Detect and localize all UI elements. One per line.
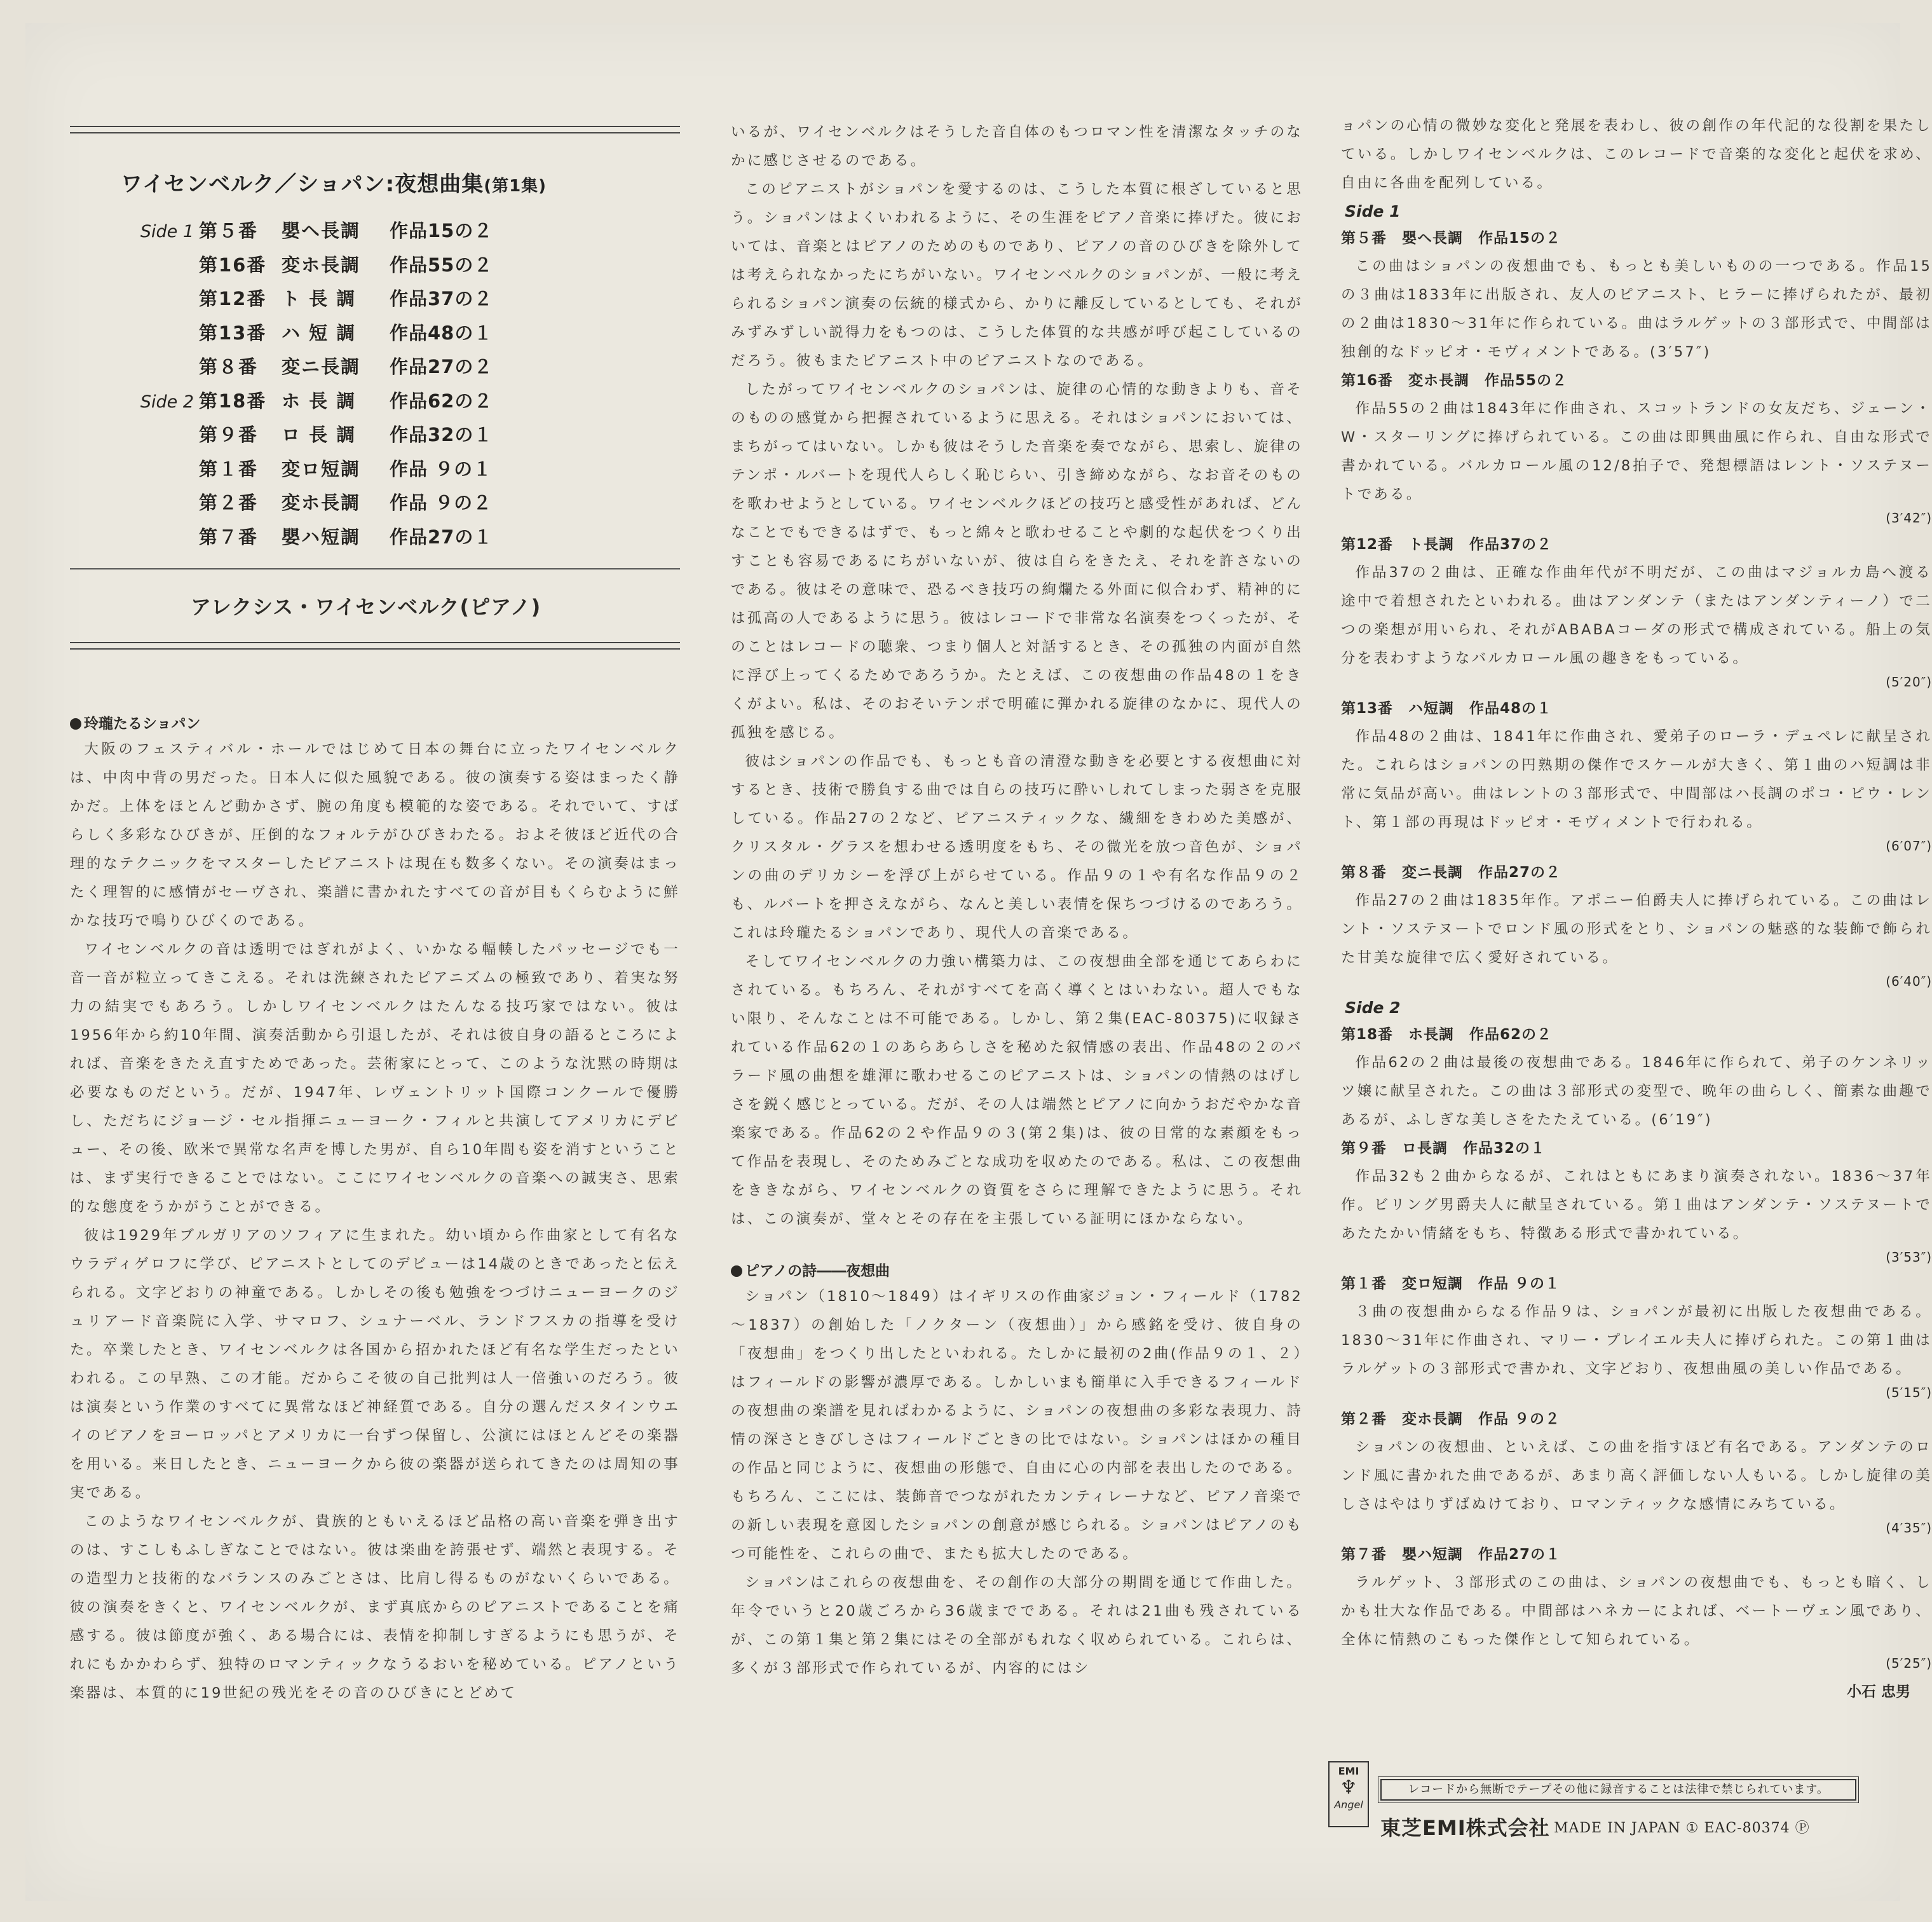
column-middle — [731, 23, 1303, 1683]
track-opus: 作品 ９の２ — [390, 492, 493, 514]
track-num: 第９番 — [199, 424, 259, 446]
track-num: 第７番 — [199, 526, 259, 548]
author-name: 小石 忠男 — [1846, 1684, 1910, 1700]
piece-opus: 作品 ９の２ — [1478, 1411, 1561, 1428]
piece-num: 第９番 — [1341, 1140, 1387, 1157]
essay2-body — [731, 1283, 1303, 1683]
track-row — [121, 285, 680, 319]
piece-key: 変ロ短調 — [1402, 1276, 1463, 1292]
piece-opus: 作品62の２ — [1469, 1026, 1553, 1043]
piece-num: 第13番 — [1341, 700, 1394, 717]
piece-opus: 作品55の２ — [1485, 372, 1568, 389]
track-key: ロ 長 調 — [282, 424, 357, 446]
essay1-title: 玲瓏たるショパン — [70, 712, 680, 733]
notes-side1 — [1341, 224, 1932, 994]
piece-duration: (5′15″) — [1886, 1385, 1932, 1400]
piece-opus: 作品27の２ — [1478, 864, 1561, 881]
track-key: 変ホ長調 — [282, 254, 361, 276]
piece-num: 第12番 — [1341, 536, 1394, 553]
track-row — [121, 489, 680, 523]
track-key: 嬰ハ短調 — [282, 526, 361, 548]
album-title-text: ワイセンベルク／ショパン:夜想曲集 — [121, 172, 484, 197]
track-num: 第８番 — [199, 356, 259, 378]
paragraph: このピアニストがショパンを愛するのは、こうした本質に根ざしていると思う。ショパンはよくいわれるように、その生涯をピアノ音楽に捧げた。彼においては、音楽とはピアノのためのものであり、ピアノの音のひびきを除外しては考えられなかったにちがいない。ワイセンベルクのショパンが、一般に考えられるショパン演奏の伝統的様式から、かりに離反しているとしても、それがみずみずしい説得力をもつのは、こうした体質的な共感が呼び起こしているのだろう。彼もまたピアニスト中のピアニストなのである。 — [731, 181, 1303, 369]
track-side: Side 1 — [140, 222, 194, 242]
track-num: 第１番 — [199, 458, 259, 480]
piece-heading — [1341, 695, 1932, 723]
piece-key: 嬰ハ短調 — [1402, 1546, 1463, 1563]
piece-key: ハ短調 — [1408, 700, 1455, 717]
track-row — [121, 523, 680, 557]
piece-heading — [1341, 224, 1932, 252]
angel-icon: ♆ — [1340, 1776, 1357, 1799]
paragraph: したがってワイセンベルクのショパンは、旋律の心情的な動きよりも、音そのものの感覚から把握されているように思える。それはショパンにおいては、まちがってはいない。しかも彼はそうした音楽を奏でながら、思索し、旋律のテンポ・ルバートを現代人らしく恥じらい、引き締めながら、なお音そのものを歌わせようとしている。ワイセンベルクほどの技巧と感受性があれば、どんなことでもできるはずで、もっと綿々と歌わせることや劇的な起伏をつくり出すことも容易であるにちがいないが、彼は自らをきたえ、それを許さないのである。彼はその意味で、恐るべき技巧の絢爛たる外面に似合わず、精神的には孤高の人であるように思う。彼はレコードで非常な名演奏をつくったが、そのことはレコードの聴衆、つまり個人と対話するとき、その孤独の内面が自然に浮び上ってくるためであろうか。たとえば、この夜想曲の作品48の１をきくがよい。私は、そのおそいテンポで明確に弾かれる旋律のなかに、現代人の孤独を感じる。 — [731, 381, 1303, 741]
paragraph: ワイセンベルクの音は透明ではぎれがよく、いかなる輻輳したパッセージでも一音一音が粒立ってきこえる。それは洗練されたピアニズムの極致であり、着実な努力の結実でもあろう。しかしワイセンベルクはたんなる技巧家ではない。彼は1956年から約10年間、演奏活動から引退したが、それは彼自身の語るところによれば、音楽をきたえ直すためであった。芸術家にとって、このような沈黙の時期は必要なものだという。だが、1947年、レヴェントリット国際コンクールで優勝し、ただちにジョージ・セル指揮ニューヨーク・フィルと共演してアメリカにデビュー、その後、欧米で異常な名声を博した男が、自ら10年間も姿を消すということは、まず実行できることではない。ここにワイセンベルクの音楽への誠実さ、思索的な態度をうかがうことができる。 — [70, 941, 680, 1215]
piece-description: 作品48の２曲は、1841年に作曲され、愛弟子のローラ・デュペレに献呈された。これらはショパンの円熟期の傑作でスケールが大きく、第１曲のハ短調は非常に気品が高い。曲はレントの３部形式で、中間部はハ長調のポコ・ピウ・レント、第１部の再現はドッピオ・モヴィメントで行われる。 — [1341, 728, 1932, 831]
bullet-icon — [70, 718, 81, 730]
piece-duration: (3′42″) — [1886, 510, 1932, 526]
copyright-notice: レコードから無断でテープその他に録音することは法律で禁じられています。 — [1380, 1779, 1856, 1801]
piece-duration: (3′53″) — [1886, 1250, 1932, 1265]
piece-key: 嬰ヘ長調 — [1402, 230, 1463, 247]
track-opus: 作品15の２ — [390, 220, 493, 242]
piece-num: 第８番 — [1341, 864, 1387, 881]
track-opus: 作品 ９の１ — [390, 458, 493, 480]
track-opus: 作品32の１ — [390, 424, 493, 446]
catalog-number: MADE IN JAPAN ① EAC-80374 Ⓟ — [1554, 1820, 1810, 1836]
essay2-title: ピアノの詩――夜想曲 — [731, 1259, 1303, 1280]
piece-duration: (5′25″) — [1886, 1656, 1932, 1671]
piece-heading — [1341, 1270, 1932, 1298]
piece-key: 変ニ長調 — [1402, 864, 1463, 881]
piece-heading — [1341, 1405, 1932, 1433]
piece-opus: 作品27の１ — [1478, 1546, 1561, 1563]
paragraph: そしてワイセンベルクの力強い構築力は、この夜想曲全部を通じてあらわにされている。もちろん、それがすべてを高く導くとはいわない。超人でもない限り、そんなことは不可能である。しかし、第２集(EAC-80375)に収録されている作品62の１のあらあらしさを秘めた叙情感の表出、作品48の２のバラード風の曲想を雄渾に歌わせるこのピアニストは、ショパンの情熱のはげしさを鋭く感じとっている。だが、その人は端然とピアノに向かうおだやかな音楽家である。作品62の２や作品９の３(第２集)は、彼の日常的な素顔をもって作品を表現し、そのためみごとな成功を収めたのである。私は、この夜想曲をききながら、ワイセンベルクの資質をさらに理解できたように思う。それは、この演奏が、堂々とその存在を主張している証明にほかならない。 — [731, 953, 1303, 1227]
piece-opus: 作品15の２ — [1478, 230, 1561, 247]
track-row — [121, 353, 680, 387]
track-row — [121, 455, 680, 489]
label-footer — [1328, 1761, 1900, 1844]
piece-description: ３曲の夜想曲からなる作品９は、ショパンが最初に出版した夜想曲である。1830～31年に作曲され、マリー・プレイエル夫人に捧げられた。この第１曲はラルゲットの３部形式で書かれ、文字どおり、夜想曲風の美しい作品である。 — [1341, 1304, 1932, 1377]
company-name: 東芝EMI株式会社 — [1380, 1816, 1550, 1840]
piece-description: ショパンの夜想曲、といえば、この曲を指すほど有名である。アンダンテのロンド風に書かれた曲であるが、あまり高く評価しない人もいる。しかし旋律の美しさはやはりずばぬけており、ロマンティックな感情にみちている。 — [1341, 1439, 1932, 1513]
track-num: 第12番 — [199, 288, 267, 310]
track-num: 第16番 — [199, 254, 267, 276]
paragraph: 彼は1929年ブルガリアのソフィアに生まれた。幼い頃から作曲家として有名なウラディゲロフに学び、ピアニストとしてのデビューは14歳のときであったと伝えられる。文字どおりの神童である。しかしその後も勉強をつづけニューヨークのジュリアード音楽院に入学、サマロフ、シュナーベル、ランドフスカの指導を受けた。卒業したとき、ワイセンベルクは各国から招かれたほど有名な学生だったといわれる。この早熟、この才能。だからこそ彼の自己批判は人一倍強いのだろう。彼は演奏という作業のすべてに異常なほど神経質である。自分の選んだスタインウエイのピアノをヨーロッパとアメリカに一台ずつ保留し、公演にはほとんどその楽器を用いる。来日したとき、ニューヨークから彼の楽器が送られてきたのは周知の事実である。 — [70, 1227, 680, 1501]
piece-description: 作品32も２曲からなるが、これはともにあまり演奏されない。1836～37年作。ビリング男爵夫人に献呈されている。第１曲はアンダンテ・ソステヌートであたたかい情緒をもち、特徴ある形式で書かれている。 — [1341, 1168, 1932, 1242]
piece-description: 作品27の２曲は1835年作。アポニー伯爵夫人に捧げられている。この曲はレント・ソステヌートでロンド風の形式をとり、ショパンの魅惑的な装飾で飾られた甘美な旋律で広く愛好されている。 — [1341, 892, 1932, 966]
track-key: 変ニ長調 — [282, 356, 361, 378]
piece-duration: (5′20″) — [1886, 674, 1932, 690]
track-opus: 作品62の２ — [390, 390, 493, 412]
liner-notes-sheet — [25, 23, 1932, 1901]
paragraph: いるが、ワイセンベルクはそうした音自体のもつロマン性を清潔なタッチのなかに感じさせるのである。 — [731, 124, 1303, 169]
track-key: 嬰ヘ長調 — [282, 220, 361, 242]
piece-key: 変ホ長調 — [1408, 372, 1470, 389]
notes-side2 — [1341, 1021, 1932, 1676]
track-key: 変ロ短調 — [282, 458, 361, 480]
piece-description: ラルゲット、３部形式のこの曲は、ショパンの夜想曲でも、もっとも暗く、しかも壮大な作品である。中間部はハネカーによれば、ベートーヴェン風であり、全体に情熱のこもった傑作として知られている。 — [1341, 1574, 1932, 1648]
track-side: Side 2 — [140, 392, 194, 412]
track-num: 第18番 — [199, 390, 267, 412]
paragraph: 彼はショパンの作品でも、もっとも音の清澄な動きを必要とする夜想曲に対するとき、技術で勝負する曲では自らの技巧に酔いしれてしまった弱さを克服している。作品27の２など、ピアニスティックな、繊細をきわめた美感が、クリスタル・グラスを想わせる透明度をもち、その微光を放つ音色が、ショパンの曲のデリカシーを浮び上がらせている。作品９の１や有名な作品９の２も、ルバートを押さえながら、なんと美しい表情を保ちつづけるのであろう。これは玲瓏たるショパンであり、現代人の音楽である。 — [731, 753, 1303, 941]
artist-double-rule — [70, 642, 680, 650]
piece-duration: (4′35″) — [1886, 1520, 1932, 1536]
bullet-icon — [731, 1265, 742, 1277]
piece-opus: 作品32の１ — [1463, 1140, 1546, 1157]
piece-key: ホ長調 — [1408, 1026, 1455, 1043]
track-opus: 作品27の２ — [390, 356, 493, 378]
album-title-sub: (第1集) — [484, 177, 547, 196]
side2-label: Side 2 — [1345, 998, 1401, 1017]
track-num: 第５番 — [199, 220, 259, 242]
piece-num: 第７番 — [1341, 1546, 1387, 1563]
column-left — [70, 23, 680, 1708]
piece-duration: (6′07″) — [1886, 838, 1932, 854]
artist-credit: アレクシス・ワイセンベルク(ピアノ) — [191, 595, 541, 619]
track-row — [121, 421, 680, 455]
track-num: 第13番 — [199, 322, 267, 344]
track-opus: 作品48の１ — [390, 322, 493, 344]
piece-heading — [1341, 367, 1932, 395]
track-key: ホ 長 調 — [282, 390, 357, 412]
side1-label: Side 1 — [1345, 202, 1401, 221]
track-row — [121, 319, 680, 353]
piece-description: 作品62の２曲は最後の夜想曲である。1846年に作られて、弟子のケンネリッツ嬢に献呈された。この曲は３部形式の変型で、晩年の曲らしく、簡素な曲趣であるが、ふしぎな美しさをたたえている。(6′19″) — [1341, 1054, 1932, 1128]
track-opus: 作品37の２ — [390, 288, 493, 310]
piece-key: ロ長調 — [1402, 1140, 1448, 1157]
piece-opus: 作品 ９の１ — [1478, 1276, 1561, 1292]
piece-description: 作品37の２曲は、正確な作曲年代が不明だが、この曲はマジョルカ島へ渡る途中で着想されたといわれる。曲はアンダンテ（またはアンダンティーノ）で二つの楽想が用いられ、それがABABAコーダの形式で構成されている。船上の気分を表わすようなバルカロール風の趣きをもっている。 — [1341, 564, 1932, 667]
track-row — [121, 217, 680, 251]
piece-heading — [1341, 531, 1932, 559]
album-title — [121, 167, 680, 198]
piece-duration: (6′40″) — [1886, 974, 1932, 989]
track-opus: 作品55の２ — [390, 254, 493, 276]
track-key: ハ 短 調 — [282, 322, 357, 344]
piece-heading — [1341, 859, 1932, 887]
track-key: ト 長 調 — [282, 288, 357, 310]
piece-description: 作品55の２曲は1843年に作曲され、スコットランドの女友だち、ジェーン・W・スターリングに捧げられている。この曲は即興曲風に作られ、自由な形式で書かれている。バルカロール風の12/8拍子で、発想標語はレント・ソステヌートである。 — [1341, 400, 1932, 503]
piece-key: ト長調 — [1408, 536, 1455, 553]
track-rule — [70, 568, 680, 569]
track-list — [121, 217, 680, 557]
track-key: 変ホ長調 — [282, 492, 361, 514]
piece-heading — [1341, 1021, 1932, 1049]
piece-heading — [1341, 1135, 1932, 1162]
piece-num: 第16番 — [1341, 372, 1394, 389]
track-row — [121, 251, 680, 285]
essay1-body — [70, 735, 680, 1708]
essay2-continued: ョパンの心情の微妙な変化と発展を表わし、彼の創作の年代記的な役割を果たしている。しかしワイセンベルクは、このレコードで音楽的な変化と起伏を求め、自由に各曲を配列している。 — [1341, 118, 1932, 191]
paragraph: このようなワイセンベルクが、貴族的ともいえるほど品格の高い音楽を弾き出すのは、すこしもふしぎなことではない。彼は楽曲を誇張せず、端然と表現する。その造型力と技術的なバランスのみごとさは、比肩し得るものがないくらいである。彼の演奏をきくと、ワイセンベルクが、まず真底からのピアニストであることを痛感する。彼は節度が強く、ある場合には、表情を抑制しすぎるようにも思うが、それにもかかわらず、独特のロマンティックなうるおいを秘めている。ピアノという楽器は、本質的に19世紀の残光をその音のひびきにとどめて — [70, 1513, 680, 1701]
emi-angel-logo: EMI ♆ Angel — [1328, 1761, 1369, 1827]
track-num: 第２番 — [199, 492, 259, 514]
column-right — [1341, 23, 1932, 1701]
paragraph: 大阪のフェスティバル・ホールではじめて日本の舞台に立ったワイセンベルクは、中肉中背の男だった。日本人に似た風貌である。彼の演奏する姿はまったく静かだ。上体をほとんど動かさず、腕の角度も模範的な姿である。それでいて、すばらしく多彩なひびきが、圧倒的なフォルテがひびきわたる。およそ彼ほど近代の合理的なテクニックをマスターしたピアニストは現在も数多くない。その演奏はまったく理智的に感情がセーヴされ、楽譜に書かれたすべての音が目もくらむように鮮かな技巧で鳴りひびくのである。 — [70, 741, 680, 929]
piece-num: 第18番 — [1341, 1026, 1394, 1043]
essay1-continued — [731, 118, 1303, 1234]
track-opus: 作品27の１ — [390, 526, 493, 548]
piece-heading — [1341, 1541, 1932, 1569]
top-double-rule — [70, 126, 680, 133]
piece-num: 第５番 — [1341, 230, 1387, 247]
piece-opus: 作品37の２ — [1469, 536, 1553, 553]
piece-description: この曲はショパンの夜想曲でも、もっとも美しいものの一つである。作品15の３曲は1833年に出版され、友人のピアニスト、ヒラーに捧げられたが、最初の２曲は1830～31年に作られている。曲はラルゲットの３部形式で、中間部は独創的なドッピオ・モヴィメントである。(3′57″) — [1341, 258, 1932, 360]
paragraph: ショパン（1810～1849）はイギリスの作曲家ジョン・フィールド（1782～1837）の創始した「ノクターン（夜想曲）」から感銘を受け、彼自身の「夜想曲」をつくり出したといわれる。たしかに最初の2曲(作品９の１、２）はフィールドの影響が濃厚である。しかしいまも簡単に入手できるフィールドの夜想曲の楽譜を見ればわかるように、ショパンの夜想曲の多彩な表現力、詩情の深さときびしさはフィールドごときの比ではない。ショパンはほかの種目の作品と同じように、夜想曲の形態で、自由に心の内部を表出したのである。もちろん、ここには、装飾音でつながれたカンティレーナなど、ピアノ音楽での新しい表現を意図したショパンの創意が感じられる。ショパンはピアノのもつ可能性を、これらの曲で、またも拡大したのである。 — [731, 1288, 1303, 1562]
piece-num: 第１番 — [1341, 1276, 1387, 1292]
piece-key: 変ホ長調 — [1402, 1411, 1463, 1428]
paragraph: ショパンはこれらの夜想曲を、その創作の大部分の期間を通じて作曲した。年令でいうと20歳ごろから36歳までである。それは21曲も残されているが、この第１集と第２集にはその全部がもれなく収められている。これらは、多くが３部形式で作られているが、内容的にはシ — [731, 1574, 1303, 1677]
piece-opus: 作品48の１ — [1469, 700, 1553, 717]
track-row — [121, 387, 680, 421]
piece-num: 第２番 — [1341, 1411, 1387, 1428]
